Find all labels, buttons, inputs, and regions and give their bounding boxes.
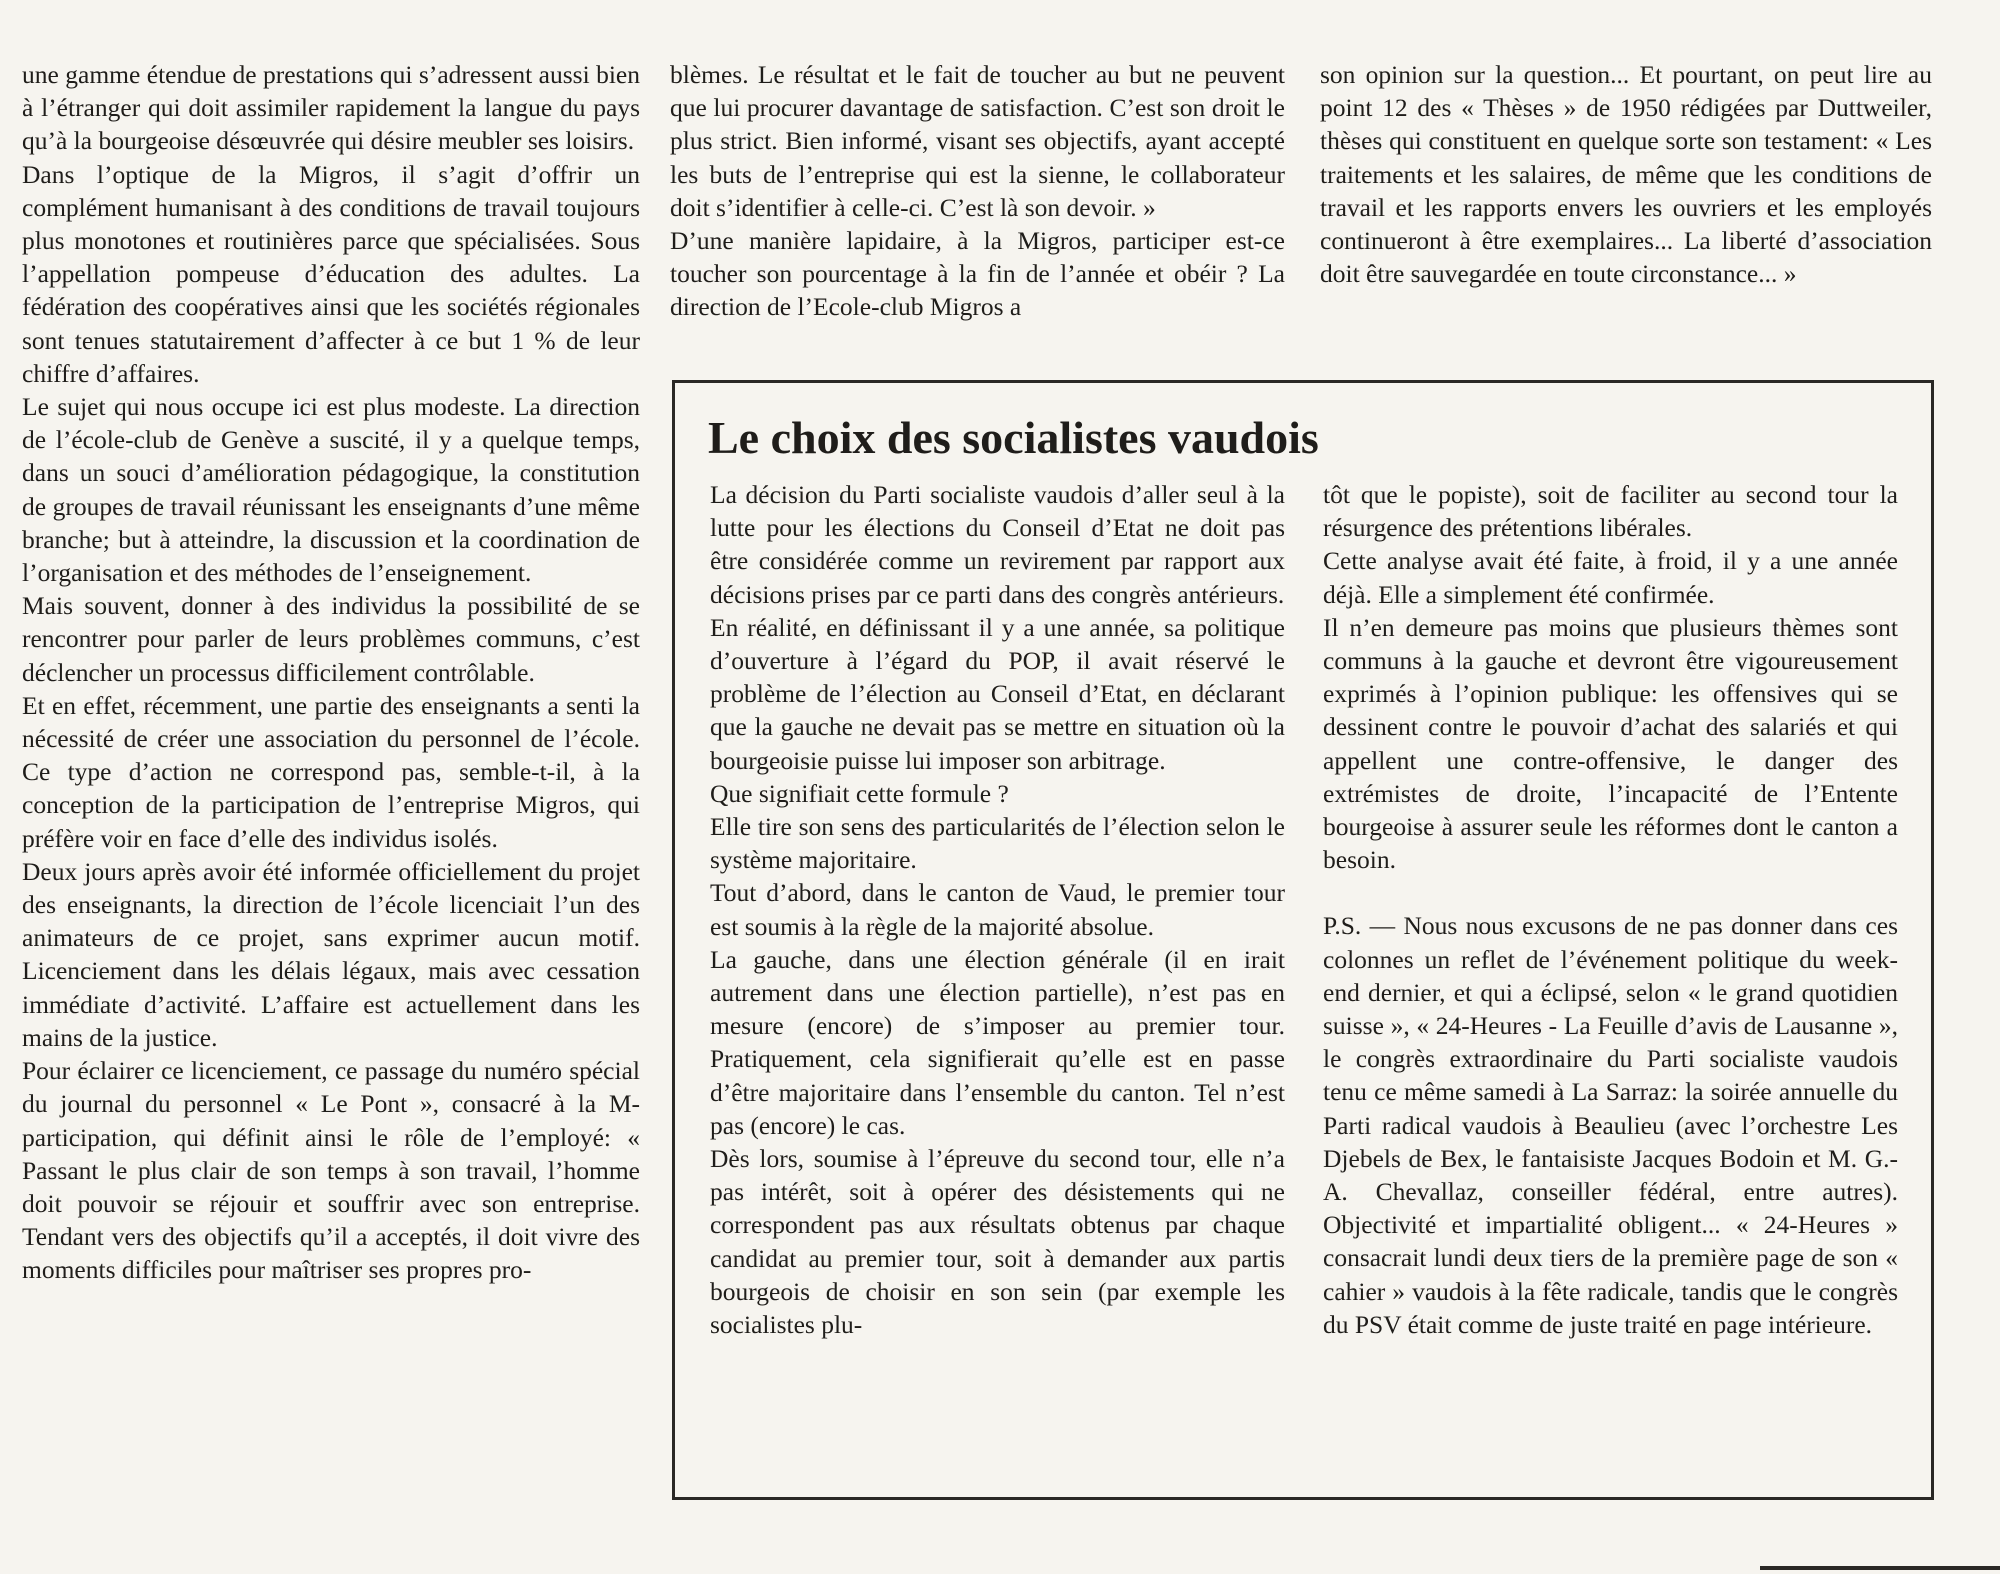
paragraph: Et en effet, récemment, une partie des enseignants a senti la nécessité de créer une association du personnel de l’école. Ce type d’action ne correspond pas, semble-t-il, à la conception de la participation de l’entreprise Migros, qui préfère voir en face d’elle des individus isolés.: [22, 690, 640, 853]
paragraph: Le sujet qui nous occupe ici est plus modeste. La direction de l’école-club de Genève a suscité, il y a quelque temps, dans un souci d’amélioration pédagogique, la constitution de groupes de travail réunissant les enseignants d’une même branche; but à atteindre, la discussion et la coordination de l’organisation et des méthodes de l’enseignement.: [22, 392, 640, 588]
boxed-article-title: Le choix des socialistes vaudois: [708, 412, 1319, 463]
article-column-1: [22, 58, 640, 1287]
paragraph: Dans l’optique de la Migros, il s’agit d’offrir un complément humanisant à des conditions de travail toujours plus monotones et routinières parce que spécialisées. Sous l’appellation pompeuse d’éducation des adultes. La fédération des coopératives ainsi que les sociétés régionales sont tenues statutairement d’affecter à ce but 1 % de leur chiffre d’affaires.: [22, 159, 640, 388]
paragraph: La décision du Parti socialiste vaudois d’aller seul à la lutte pour les élections du Conseil d’Etat ne doit pas être considérée comme un revirement par rapport aux décisions prises par ce parti dans des congrès antérieurs.: [710, 480, 1285, 609]
paragraph: Deux jours après avoir été informée officiellement du projet des enseignants, la direction de l’école licenciait l’un des animateurs de ce projet, sans exprimer aucun motif. Licenciement dans les délais légaux, mais avec cessation immédiate d’activité. L’affaire est actuellement dans les mains de la justice.: [22, 856, 640, 1052]
postscript: P.S. — Nous nous excusons de ne pas donner dans ces colonnes un reflet de l’événement politique du week-end dernier, et qui a éclipsé, selon « le grand quotidien suisse », « 24-Heures - La Feuille d’avis de Lausanne », le congrès extraordinaire du Parti socialiste vaudois tenu ce même samedi à La Sarraz: la soirée annuelle du Parti radical vaudois à Beaulieu (avec l’orchestre Les Djebels de Bex, le fantaisiste Jacques Bodoin et M. G.-A. Chevallaz, conseiller fédéral, entre autres). Objectivité et impartialité obligent... « 24-Heures » consacrait lundi deux tiers de la première page de son « cahier » vaudois à la fête radicale, tandis que le congrès du PSV était comme de juste traité en page intérieure.: [1323, 911, 1898, 1339]
article-column-3: [1320, 58, 1932, 290]
paragraph: blèmes. Le résultat et le fait de toucher au but ne peuvent que lui procurer davantage de satisfaction. C’est son droit le plus strict. Bien informé, visant ses objectifs, ayant accepté les buts de l’entreprise qui est la sienne, le collaborateur doit s’identifier à celle-ci. C’est là son devoir. »: [670, 60, 1285, 222]
paragraph: son opinion sur la question... Et pourtant, on peut lire au point 12 des « Thèses » de 1950 rédigées par Duttweiler, thèses qui constituent en quelque sorte son testament: « Les traitements et les salaires, de même que les conditions de travail et les rapports envers les ouvriers et les employés continueront à être exemplaires... La liberté d’association doit être sauvegardée en toute circonstance... »: [1320, 60, 1932, 289]
paragraph: Dès lors, soumise à l’épreuve du second tour, elle n’a pas intérêt, soit à opérer des désistements qui ne correspondent pas aux résultats obtenus par chaque candidat au premier tour, soit à demander aux partis bourgeois de choisir en son sein (par exemple les socialistes plu-: [710, 1144, 1285, 1340]
paragraph-spacer: [1323, 876, 1898, 909]
paragraph: D’une manière lapidaire, à la Migros, participer est-ce toucher son pourcentage à la fin de l’année et obéir ? La direction de l’Ecole-club Migros a: [670, 226, 1285, 322]
paragraph: Elle tire son sens des particularités de l’élection selon le système majoritaire.: [710, 812, 1285, 875]
article-column-2: [670, 58, 1285, 324]
paragraph: Cette analyse avait été faite, à froid, il y a une année déjà. Elle a simplement été confirmée.: [1323, 546, 1898, 609]
paragraph: une gamme étendue de prestations qui s’adressent aussi bien à l’étranger qui doit assimiler rapidement la langue du pays qu’à la bourgeoise désœuvrée qui désire meubler ses loisirs.: [22, 60, 640, 156]
paragraph: Tout d’abord, dans le canton de Vaud, le premier tour est soumis à la règle de la majorité absolue.: [710, 878, 1285, 941]
boxed-article-column-2: [1323, 478, 1898, 1341]
paragraph: Il n’en demeure pas moins que plusieurs thèmes sont communs à la gauche et devront être vigoureusement exprimés à l’opinion publique: les offensives qui se dessinent contre le pouvoir d’achat des salariés et qui appellent une contre-offensive, le danger des extrémistes de droite, l’incapacité de l’Entente bourgeoise à assurer seule les réformes dont le canton a besoin.: [1323, 612, 1898, 875]
paragraph: Pour éclairer ce licenciement, ce passage du numéro spécial du journal du personnel « Le Pont », consacré à la M-participation, qui définit ainsi le rôle de l’employé: « Passant le plus clair de son temps à son travail, l’homme doit pouvoir se réjouir et souffrir avec son entreprise. Tendant vers des objectifs qu’il a acceptés, il doit vivre des moments difficiles pour maîtriser ses propres pro-: [22, 1056, 640, 1285]
paragraph: tôt que le popiste), soit de faciliter au second tour la résurgence des prétentions libérales.: [1323, 480, 1898, 543]
boxed-article-column-1: [710, 478, 1285, 1341]
paragraph: Mais souvent, donner à des individus la possibilité de se rencontrer pour parler de leurs problèmes communs, c’est déclencher un processus difficilement contrôlable.: [22, 591, 640, 687]
paragraph: La gauche, dans une élection générale (il en irait autrement dans une élection partielle), n’est pas en mesure (encore) de s’imposer au premier tour. Pratiquement, cela signifierait qu’elle est en passe d’être majoritaire dans l’ensemble du canton. Tel n’est pas (encore) le cas.: [710, 944, 1285, 1140]
page-edge-rule: [1760, 1566, 2000, 1570]
paragraph: En réalité, en définissant il y a une année, sa politique d’ouverture à l’égard du POP, il avait réservé le problème de l’élection au Conseil d’Etat, en déclarant que la gauche ne devait pas se mettre en situation où la bourgeoisie puisse lui imposer son arbitrage.: [710, 612, 1285, 775]
paragraph: Que signifiait cette formule ?: [710, 778, 1009, 808]
